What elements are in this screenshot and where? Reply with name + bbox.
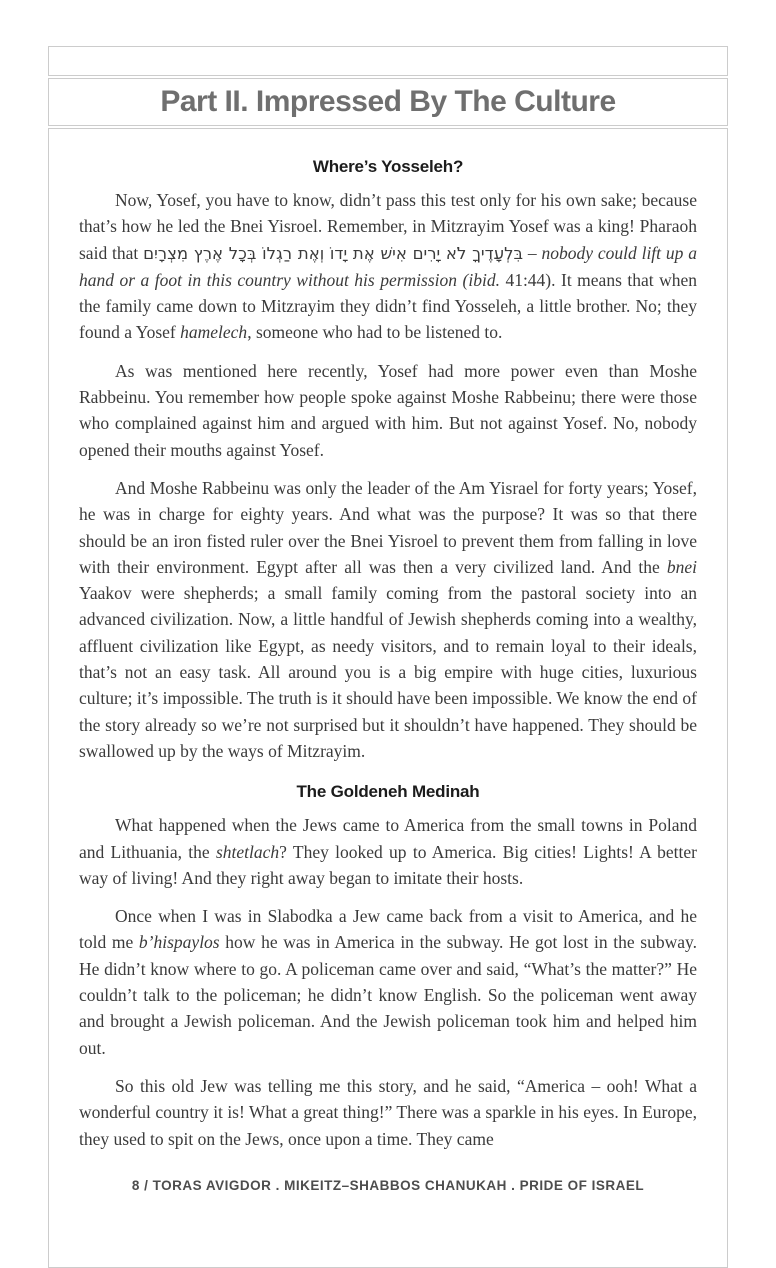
italic-term: hamelech (180, 322, 248, 343)
hebrew-quote: בִּלְעָדֶיךָ לֹא יָרִים אִישׁ אֶת יָדוֹ וְאֶת רַגְלוֹ בְּכָל אֶרֶץ מִצְרָיִם (143, 243, 524, 263)
text-segment: , someone who had to be listened to. (247, 322, 503, 343)
section-heading-wheres-yosseleh: Where’s Yosseleh? (312, 157, 464, 176)
text-segment: how he was in America in the subway. He got lost in the subway. He didn’t know where to go. A policeman came over and said, “What’s the matter?” He couldn’t talk to the policeman; he didn’t know English. So the policeman went away and brought a Jewish policeman. And the Jewish policeman took him and helped him out. (79, 932, 698, 1058)
text-segment: Once when I was in Slabodka a Jew came back from a visit to America, and he told me (79, 906, 697, 953)
paragraph (79, 1073, 697, 1152)
text-segment: Now, Yosef, you have to know, didn’t pass this test only for his own sake; because that’s how he led the Bnei Yisroel. Remember, in Mitzrayim Yosef was a king! Pharaoh said that (79, 190, 697, 263)
paragraph (79, 903, 697, 1061)
paragraph (79, 187, 697, 346)
paragraph (79, 812, 697, 891)
paragraph (79, 358, 697, 463)
paragraph (79, 475, 697, 764)
header-spacer-box (48, 46, 728, 76)
text-segment: What happened when the Jews came to America from the small towns in Poland and Lithuania, the (79, 815, 697, 862)
translation-italic: nobody could lift up a hand or a foot in this country without his permission (ibid. (79, 242, 697, 290)
text-segment: – (523, 242, 542, 263)
text-segment: 41:44). It means that when the family came down to Mitzrayim they didn’t find Yosseleh, a little brother. No; they found a Yosef (79, 269, 698, 343)
text-segment: As was mentioned here recently, Yosef had more power even than Moshe Rabbeinu. You remember how people spoke against Moshe Rabbeinu; there were those who complained against him and argued with him. But not against Yosef. No, nobody opened their mouths against Yosef. (79, 360, 697, 460)
part-title-box (48, 78, 728, 126)
italic-term: b’hispaylos (138, 932, 220, 953)
text-segment: So this old Jew was telling me this story, and he said, “America – ooh! What a wonderful country it is! What a great thing!” There was a sparkle in his eyes. In Europe, they used to spit on the Jews, once upon a time. They came (79, 1075, 697, 1149)
section-heading-goldeneh-medinah: The Goldeneh Medinah (296, 782, 480, 802)
content-box (48, 128, 728, 1268)
italic-term: bnei (666, 556, 697, 577)
text-segment: Yaakov were shepherds; a small family coming from the pastoral society into an advanced civilization. Now, a little handful of Jewish shepherds coming into a wealthy, affluent civilization like Egypt, as needy visitors, and to remain loyal to their ideals, that’s not an easy task. All around you is a big empire with huge cities, luxurious culture; it’s impossible. The truth is it should have been impossible. We know the end of the story already so we’re not surprised but it shouldn’t have happened. They should be swallowed up by the ways of Mitzrayim. (79, 583, 697, 761)
italic-term: shtetlach (215, 841, 280, 862)
text-segment: And Moshe Rabbeinu was only the leader of the Am Yisrael for forty years; Yosef, he was in charge for eighty years. And what was the purpose? It was so that there should be an iron fisted ruler over the Bnei Yisroel to prevent them from falling in love with their environment. Egypt after all was then a very civilized land. And the (79, 477, 697, 577)
page-footer: 8 / TORAS AVIGDOR . MIKEITZ–SHABBOS CHANUKAH . PRIDE OF ISRAEL (131, 1177, 645, 1193)
page-title: Part II. Impressed By The Culture (160, 85, 616, 118)
text-segment: ? They looked up to America. Big cities! Lights! A better way of living! And they right away began to imitate their hosts. (79, 841, 697, 888)
